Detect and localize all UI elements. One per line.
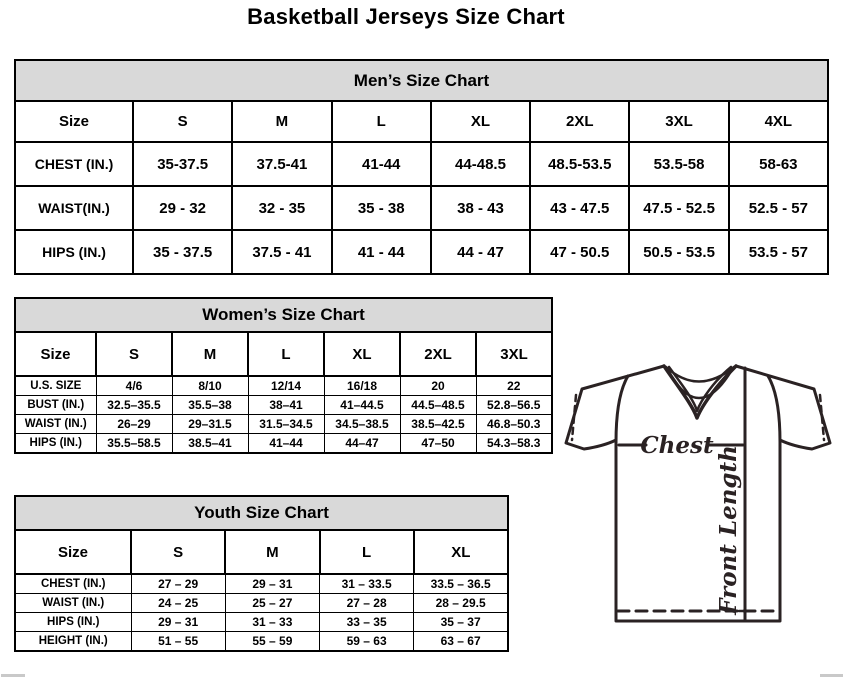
youth-size-value-cell: 31 – 33 (225, 613, 319, 632)
youth-size-value-cell: 29 – 31 (131, 613, 225, 632)
chest-label: Chest (640, 432, 714, 459)
womens-size-value-cell: 38.5–42.5 (400, 415, 476, 434)
mens-size-value-cell: 43 - 47.5 (530, 186, 629, 230)
youth-measurement-row (15, 594, 508, 613)
womens-size-value-cell: 20 (400, 376, 476, 396)
womens-size-value-cell: 52.8–56.5 (476, 396, 552, 415)
youth-size-value-cell: 33.5 – 36.5 (414, 574, 508, 594)
youth-size-value-cell: 29 – 31 (225, 574, 319, 594)
womens-size-value-cell: 16/18 (324, 376, 400, 396)
mens-size-value-cell: 41-44 (332, 142, 431, 186)
jersey-measurement-diagram (556, 356, 841, 636)
mens-size-value-cell: 37.5 - 41 (232, 230, 331, 274)
womens-size-value-cell: 26–29 (96, 415, 172, 434)
mens-size-value-cell: 35-37.5 (133, 142, 232, 186)
youth-col-header-size: Size (15, 530, 131, 574)
youth-size-value-cell: 25 – 27 (225, 594, 319, 613)
youth-size-value-cell: 27 – 29 (131, 574, 225, 594)
mens-size-value-cell: 48.5-53.5 (530, 142, 629, 186)
womens-col-header-xl: XL (324, 332, 400, 376)
youth-size-value-cell: 33 – 35 (320, 613, 414, 632)
womens-size-value-cell: 44–47 (324, 434, 400, 454)
womens-size-value-cell: 54.3–58.3 (476, 434, 552, 454)
womens-size-value-cell: 31.5–34.5 (248, 415, 324, 434)
mens-size-value-cell: 47.5 - 52.5 (629, 186, 728, 230)
jersey-outline-shape (566, 366, 830, 621)
mens-size-value-cell: 58-63 (729, 142, 828, 186)
womens-row-label: WAIST (IN.) (15, 415, 96, 434)
womens-size-value-cell: 8/10 (172, 376, 248, 396)
womens-size-value-cell: 29–31.5 (172, 415, 248, 434)
youth-size-value-cell: 59 – 63 (320, 632, 414, 652)
womens-col-header-2xl: 2XL (400, 332, 476, 376)
youth-size-value-cell: 55 – 59 (225, 632, 319, 652)
mens-size-chart-table (14, 59, 829, 275)
womens-size-value-cell: 35.5–58.5 (96, 434, 172, 454)
youth-row-label: HIPS (IN.) (15, 613, 131, 632)
mens-col-header-xl: XL (431, 101, 530, 142)
youth-size-value-cell: 63 – 67 (414, 632, 508, 652)
mens-row-label: WAIST(IN.) (15, 186, 133, 230)
mens-size-value-cell: 44-48.5 (431, 142, 530, 186)
mens-measurement-row (15, 142, 828, 186)
womens-size-value-cell: 41–44.5 (324, 396, 400, 415)
mens-measurement-row (15, 230, 828, 274)
youth-size-value-cell: 31 – 33.5 (320, 574, 414, 594)
mens-size-value-cell: 47 - 50.5 (530, 230, 629, 274)
mens-col-header-size: Size (15, 101, 133, 142)
womens-col-header-size: Size (15, 332, 96, 376)
mens-col-header-l: L (332, 101, 431, 142)
womens-size-value-cell: 44.5–48.5 (400, 396, 476, 415)
mens-size-value-cell: 53.5-58 (629, 142, 728, 186)
womens-size-value-cell: 41–44 (248, 434, 324, 454)
womens-header-row (15, 332, 552, 376)
youth-size-value-cell: 27 – 28 (320, 594, 414, 613)
mens-size-value-cell: 50.5 - 53.5 (629, 230, 728, 274)
mens-col-header-s: S (133, 101, 232, 142)
womens-measurement-row (15, 396, 552, 415)
youth-section-title: Youth Size Chart (15, 496, 508, 530)
womens-size-value-cell: 4/6 (96, 376, 172, 396)
womens-col-header-3xl: 3XL (476, 332, 552, 376)
mens-size-value-cell: 32 - 35 (232, 186, 331, 230)
mens-col-header-3xl: 3XL (629, 101, 728, 142)
left-sleeve-seam (616, 376, 628, 442)
womens-col-header-s: S (96, 332, 172, 376)
mens-size-value-cell: 44 - 47 (431, 230, 530, 274)
womens-size-value-cell: 35.5–38 (172, 396, 248, 415)
mens-row-label: CHEST (IN.) (15, 142, 133, 186)
youth-row-label: HEIGHT (IN.) (15, 632, 131, 652)
mens-size-value-cell: 35 - 38 (332, 186, 431, 230)
youth-size-value-cell: 28 – 29.5 (414, 594, 508, 613)
youth-measurement-row (15, 632, 508, 652)
womens-size-value-cell: 38.5–41 (172, 434, 248, 454)
bottom-right-edge-fragment (820, 674, 843, 677)
womens-col-header-l: L (248, 332, 324, 376)
youth-size-chart-table (14, 495, 509, 652)
right-sleeve-seam (768, 376, 780, 442)
youth-size-value-cell: 24 – 25 (131, 594, 225, 613)
mens-col-header-m: M (232, 101, 331, 142)
mens-row-label: HIPS (IN.) (15, 230, 133, 274)
bottom-left-edge-fragment (1, 674, 25, 677)
womens-section-title: Women’s Size Chart (15, 298, 552, 332)
womens-size-value-cell: 46.8–50.3 (476, 415, 552, 434)
youth-size-value-cell: 35 – 37 (414, 613, 508, 632)
mens-size-value-cell: 52.5 - 57 (729, 186, 828, 230)
womens-size-value-cell: 38–41 (248, 396, 324, 415)
womens-size-chart-table (14, 297, 553, 454)
youth-row-label: CHEST (IN.) (15, 574, 131, 594)
youth-col-header-m: M (225, 530, 319, 574)
womens-row-label: BUST (IN.) (15, 396, 96, 415)
youth-col-header-l: L (320, 530, 414, 574)
womens-size-value-cell: 34.5–38.5 (324, 415, 400, 434)
youth-measurement-row (15, 574, 508, 594)
mens-size-value-cell: 35 - 37.5 (133, 230, 232, 274)
page-title: Basketball Jerseys Size Chart (247, 4, 565, 29)
womens-col-header-m: M (172, 332, 248, 376)
mens-size-value-cell: 38 - 43 (431, 186, 530, 230)
womens-size-value-cell: 32.5–35.5 (96, 396, 172, 415)
mens-size-value-cell: 53.5 - 57 (729, 230, 828, 274)
youth-col-header-s: S (131, 530, 225, 574)
youth-row-label: WAIST (IN.) (15, 594, 131, 613)
mens-section-title: Men’s Size Chart (15, 60, 828, 101)
mens-col-header-4xl: 4XL (729, 101, 828, 142)
womens-size-value-cell: 12/14 (248, 376, 324, 396)
mens-size-value-cell: 41 - 44 (332, 230, 431, 274)
womens-size-value-cell: 47–50 (400, 434, 476, 454)
mens-size-value-cell: 37.5-41 (232, 142, 331, 186)
womens-measurement-row (15, 415, 552, 434)
youth-size-value-cell: 51 – 55 (131, 632, 225, 652)
youth-header-row (15, 530, 508, 574)
mens-header-row (15, 101, 828, 142)
mens-col-header-2xl: 2XL (530, 101, 629, 142)
womens-row-label: U.S. SIZE (15, 376, 96, 396)
mens-size-value-cell: 29 - 32 (133, 186, 232, 230)
mens-measurement-row (15, 186, 828, 230)
womens-measurement-row (15, 376, 552, 396)
womens-measurement-row (15, 434, 552, 454)
womens-row-label: HIPS (IN.) (15, 434, 96, 454)
front-length-label: Front Length (715, 445, 742, 615)
youth-col-header-xl: XL (414, 530, 508, 574)
youth-measurement-row (15, 613, 508, 632)
womens-size-value-cell: 22 (476, 376, 552, 396)
